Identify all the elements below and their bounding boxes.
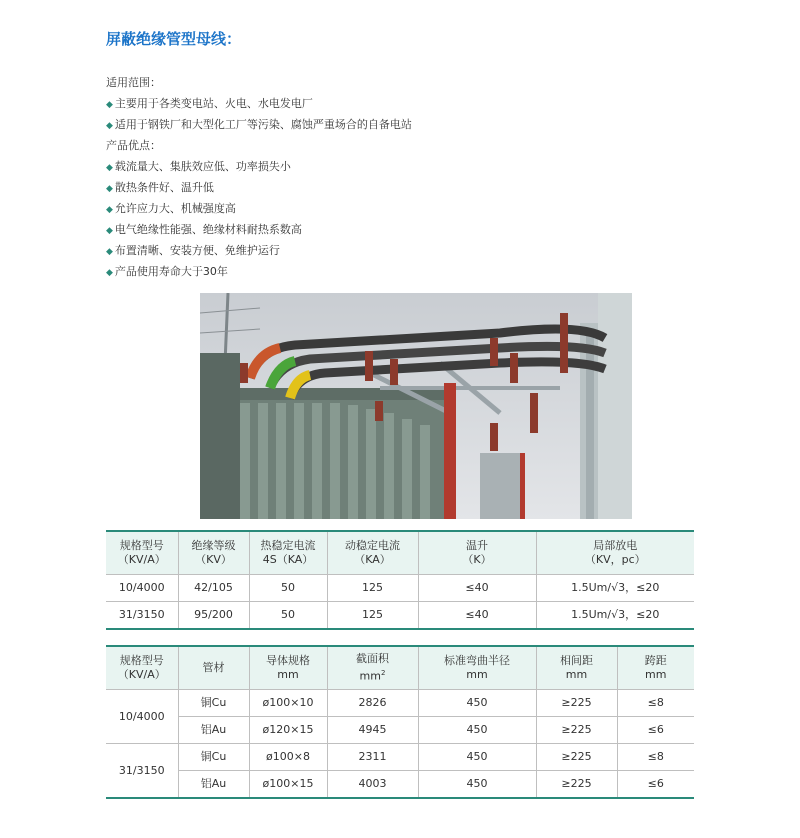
table-header-row [106,646,694,690]
diamond-bullet-icon: ◆ [106,226,113,236]
list-item [106,198,412,219]
feature-list [106,72,412,282]
list-item [106,261,412,282]
table-cell: 450 [418,690,536,717]
table-header-cell: 跨距 mm [617,646,694,690]
table-cell: 125 [327,575,418,602]
table-cell: ø100×15 [249,771,327,799]
table-cell: ≥225 [536,771,617,799]
diamond-bullet-icon: ◆ [106,163,113,173]
table-header-cell: 热稳定电流 4S（KA） [249,531,327,575]
list-item-text: 产品使用寿命大于30年 [114,265,228,278]
table-header-row [106,531,694,575]
list-item-text: 主要用于各类变电站、火电、水电发电厂 [114,97,313,110]
table-cell: ≤8 [617,744,694,771]
diamond-bullet-icon: ◆ [106,205,113,215]
diamond-bullet-icon: ◆ [106,100,113,110]
table-cell: ≤6 [617,771,694,799]
table-header-cell: 标准弯曲半径 mm [418,646,536,690]
table-cell: ≥225 [536,717,617,744]
diamond-bullet-icon: ◆ [106,247,113,257]
list-item [106,114,412,135]
table-cell: ø120×15 [249,717,327,744]
list-item-text: 电气绝缘性能强、绝缘材料耐热系数高 [114,223,302,236]
table-row [106,575,694,602]
list-item [106,72,412,93]
substation-busbar-illustration [200,293,632,519]
table-cell: 50 [249,602,327,630]
table-cell: ≤40 [418,602,536,630]
table-cell: 10/4000 [106,575,178,602]
list-item [106,93,412,114]
specification-table-1 [106,530,694,630]
table-cell: 450 [418,771,536,799]
table-cell: 铜Cu [178,744,249,771]
table-cell: 2311 [327,744,418,771]
list-item-text: 散热条件好、温升低 [114,181,214,194]
list-item-text: 允许应力大、机械强度高 [114,202,236,215]
table-row [106,602,694,630]
table-row [106,771,694,799]
table-cell: ≤40 [418,575,536,602]
table-cell: 4003 [327,771,418,799]
table-cell: 铝Au [178,717,249,744]
list-item-text: 产品优点： [106,139,161,152]
table-cell-model: 31/3150 [106,744,178,799]
table-row [106,717,694,744]
table-row [106,744,694,771]
table-cell: 铜Cu [178,690,249,717]
table-cell: ≤6 [617,717,694,744]
table-cell: 50 [249,575,327,602]
page-title: 屏蔽绝缘管型母线： [106,30,242,48]
table-cell: 2826 [327,690,418,717]
table-cell: 31/3150 [106,602,178,630]
product-photo [200,293,632,519]
list-item-text: 适用范围： [106,76,161,89]
table-cell: 125 [327,602,418,630]
table-cell: ø100×8 [249,744,327,771]
table-cell: ≤8 [617,690,694,717]
list-item [106,156,412,177]
table-cell: 铝Au [178,771,249,799]
table-cell: 1.5Um/√3，≤20 [536,602,694,630]
diamond-bullet-icon: ◆ [106,121,113,131]
table-header-cell: 规格型号 （KV/A） [106,646,178,690]
table-cell-model: 10/4000 [106,690,178,744]
list-item [106,135,412,156]
table-header-cell: 管材 [178,646,249,690]
diamond-bullet-icon: ◆ [106,184,113,194]
table-header-cell: 相间距 mm [536,646,617,690]
table-header-cell: 动稳定电流 （KA） [327,531,418,575]
list-item-text: 布置清晰、安装方便、免维护运行 [114,244,280,257]
table-cell: 450 [418,744,536,771]
table-cell: 95/200 [178,602,249,630]
list-item-text: 适用于钢铁厂和大型化工厂等污染、腐蚀严重场合的自备电站 [114,118,412,131]
table-header-cell: 规格型号 （KV/A） [106,531,178,575]
list-item [106,240,412,261]
table-header-cell: 截面积 $mm^2$ [327,646,418,690]
table-cell: ≥225 [536,690,617,717]
specification-table-2 [106,645,694,799]
list-item [106,177,412,198]
table-header-cell: 导体规格 mm [249,646,327,690]
table-cell: 450 [418,717,536,744]
table-cell: 4945 [327,717,418,744]
table-cell: 42/105 [178,575,249,602]
diamond-bullet-icon: ◆ [106,268,113,278]
table-header-cell: 局部放电 （KV，pc） [536,531,694,575]
list-item [106,219,412,240]
list-item-text: 载流量大、集肤效应低、功率损失小 [114,160,291,173]
table-row [106,690,694,717]
table-cell: 1.5Um/√3，≤20 [536,575,694,602]
table-cell: ø100×10 [249,690,327,717]
table-header-cell: 绝缘等级 （KV） [178,531,249,575]
table-cell: ≥225 [536,744,617,771]
table-header-cell: 温升 （K） [418,531,536,575]
